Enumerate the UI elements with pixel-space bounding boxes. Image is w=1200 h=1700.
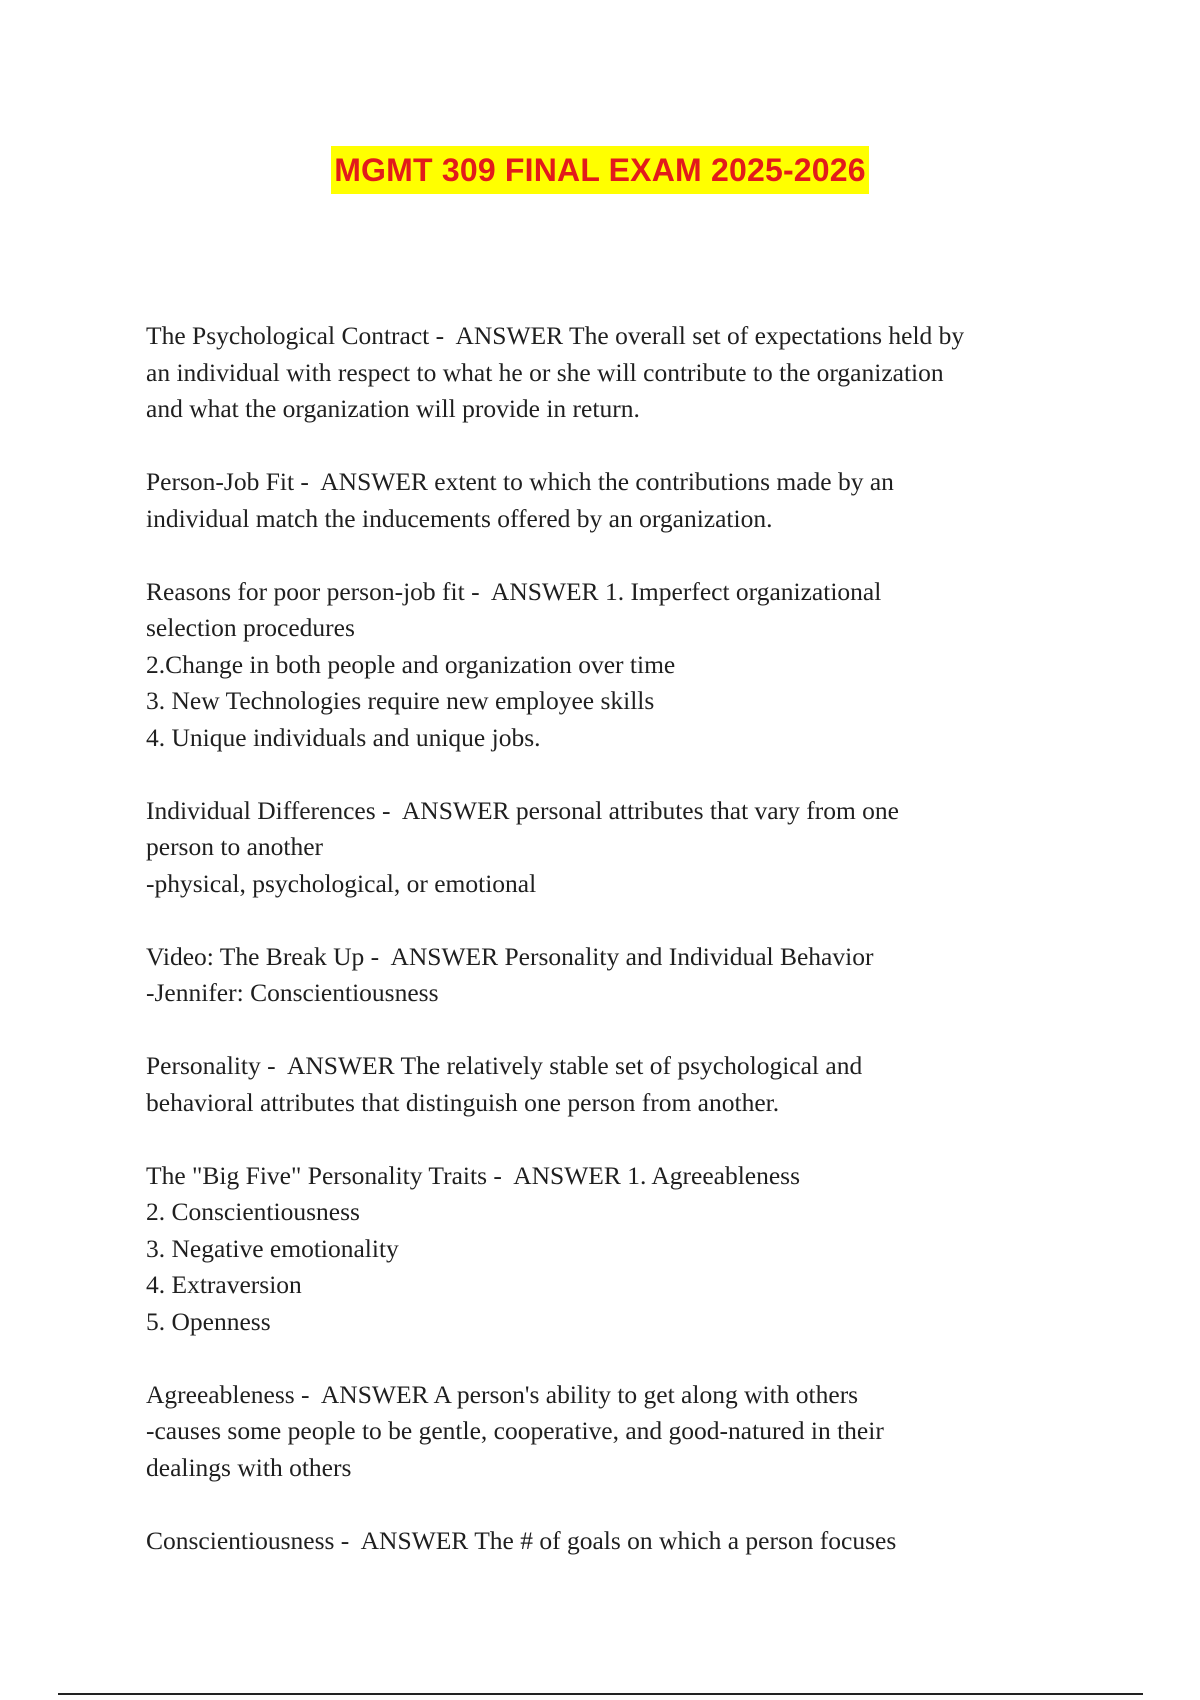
qa-entry	[146, 1158, 1076, 1341]
qa-line: Personality - ANSWER The relatively stable set of psychological and	[146, 1051, 863, 1080]
qa-line: 3. Negative emotionality	[146, 1233, 399, 1263]
document-title: MGMT 309 FINAL EXAM 2025-2026	[331, 146, 869, 194]
title-wrapper	[0, 146, 1200, 194]
qa-line: The "Big Five" Personality Traits - ANSWER 1. Agreeableness	[146, 1160, 801, 1190]
qa-line: Conscientiousness - ANSWER The # of goals on which a person focuses	[146, 1525, 897, 1555]
qa-line: selection procedures	[146, 613, 355, 642]
qa-entry	[146, 1523, 1076, 1560]
qa-entry	[146, 939, 1076, 1012]
qa-content	[146, 318, 1076, 1596]
qa-line: -physical, psychological, or emotional	[146, 868, 537, 898]
qa-line: The Psychological Contract - ANSWER The overall set of expectations held by	[146, 321, 965, 350]
qa-entry	[146, 318, 1076, 428]
qa-line: 2. Conscientiousness	[146, 1197, 360, 1226]
qa-line: 4. Unique individuals and unique jobs.	[146, 722, 541, 752]
qa-line: Reasons for poor person-job fit - ANSWER 1. Imperfect organizational	[146, 576, 882, 606]
qa-entry	[146, 793, 1076, 903]
qa-line: 4. Extraversion	[146, 1270, 302, 1299]
qa-line: 3. New Technologies require new employee skills	[146, 686, 655, 715]
qa-line: person to another	[146, 832, 324, 861]
qa-line: Agreeableness - ANSWER A person's ability to get along with others	[146, 1379, 859, 1409]
qa-line: individual match the inducements offered by an organization.	[146, 503, 773, 533]
bottom-divider	[58, 1693, 1143, 1695]
qa-line: an individual with respect to what he or she will contribute to the organization	[146, 357, 944, 387]
qa-line: 5. Openness	[146, 1306, 271, 1336]
qa-entry	[146, 464, 1076, 537]
qa-line: Video: The Break Up - ANSWER Personality and Individual Behavior	[146, 941, 874, 971]
qa-line: -Jennifer: Conscientiousness	[146, 978, 439, 1007]
qa-line: -causes some people to be gentle, cooperative, and good-natured in their	[146, 1416, 884, 1445]
qa-line: Person-Job Fit - ANSWER extent to which the contributions made by an	[146, 467, 894, 496]
qa-entry	[146, 1048, 1076, 1121]
qa-line: 2.Change in both people and organization over time	[146, 649, 676, 679]
qa-line: dealings with others	[146, 1452, 352, 1482]
qa-line: and what the organization will provide in return.	[146, 394, 640, 423]
qa-entry	[146, 1377, 1076, 1487]
qa-line: behavioral attributes that distinguish one person from another.	[146, 1087, 780, 1117]
qa-line: Individual Differences - ANSWER personal attributes that vary from one	[146, 795, 899, 825]
qa-entry	[146, 574, 1076, 757]
